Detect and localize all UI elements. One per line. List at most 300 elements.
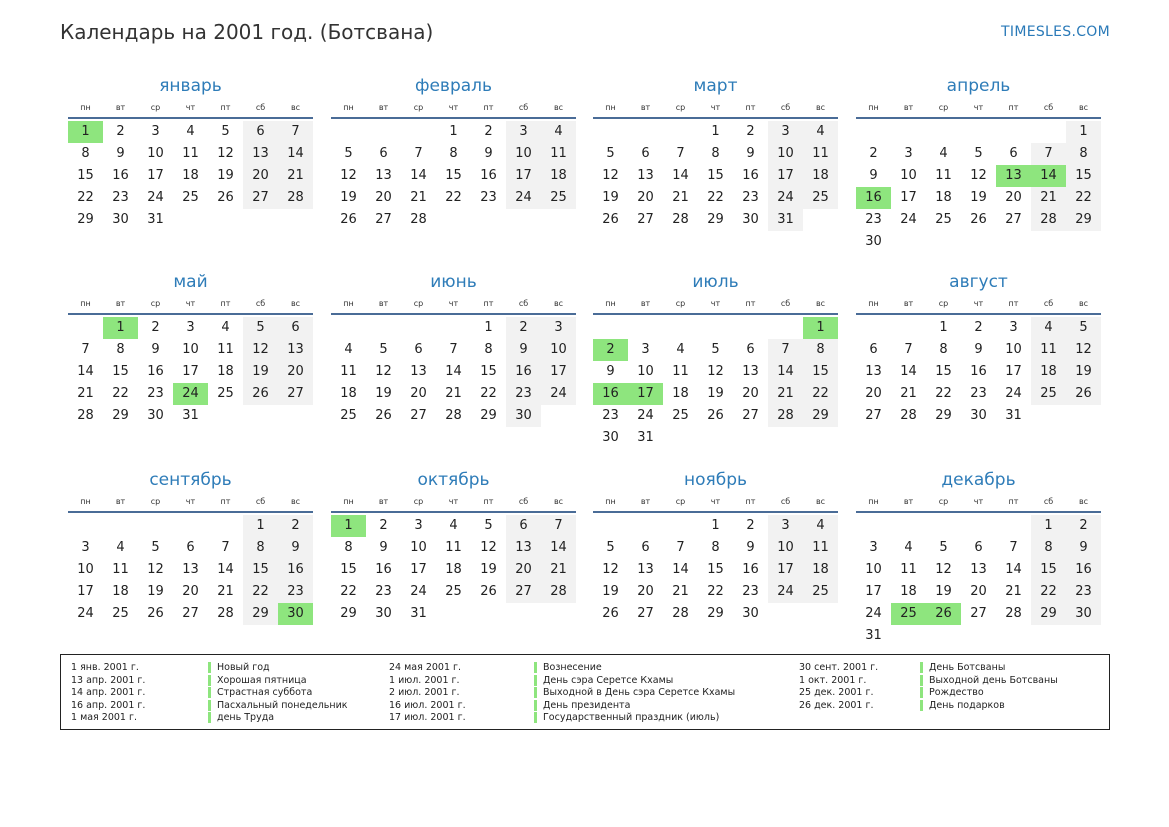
- day-cell: 21: [278, 165, 313, 187]
- weekday-header: [331, 103, 576, 115]
- day-cell: 8: [939, 342, 948, 357]
- day-cell: 28: [1005, 606, 1022, 621]
- day-cell: 18: [112, 584, 129, 599]
- weekday-label: вс: [815, 299, 826, 308]
- day-cell: 30: [742, 606, 759, 621]
- weekday-header: [593, 103, 838, 115]
- day-cell: 1: [711, 124, 720, 139]
- day-cell: 24: [506, 187, 541, 209]
- header-rule: [331, 313, 576, 315]
- weekday-label: вт: [115, 497, 126, 506]
- day-cell: 30: [147, 408, 164, 423]
- day-cell: 22: [112, 386, 129, 401]
- day-cell: 6: [869, 342, 878, 357]
- day-cell: 12: [1066, 339, 1101, 361]
- weekday-label: вс: [815, 103, 826, 112]
- day-cell: 1: [243, 515, 278, 537]
- day-cell: 16: [375, 562, 392, 577]
- day-cell: 24: [865, 606, 882, 621]
- weekday-label: пт: [1008, 299, 1019, 308]
- weekday-label: пн: [868, 299, 879, 308]
- weekday-label: чт: [710, 299, 721, 308]
- day-cell: 2: [151, 320, 160, 335]
- month-name: апрель: [946, 76, 1011, 96]
- day-cell: 26: [243, 383, 278, 405]
- weekday-label: пн: [868, 497, 879, 506]
- day-cell: 31: [768, 209, 803, 231]
- day-cell: 1: [711, 518, 720, 533]
- day-cell: 20: [278, 361, 313, 383]
- day-cell: 3: [186, 320, 195, 335]
- day-cell: 23: [112, 190, 129, 205]
- weekday-label: ср: [150, 103, 161, 112]
- day-cell: 22: [243, 581, 278, 603]
- legend-date: 2 июл. 2001 г.: [389, 687, 460, 698]
- day-cell: 9: [974, 342, 983, 357]
- day-cell: 26: [707, 408, 724, 423]
- day-cell: 3: [541, 317, 576, 339]
- day-cell: 4: [186, 124, 195, 139]
- weekday-label: вт: [378, 103, 389, 112]
- day-cell: 25: [445, 584, 462, 599]
- day-cell: 25: [217, 386, 234, 401]
- weekday-label: чт: [973, 103, 984, 112]
- day-cell: 17: [865, 584, 882, 599]
- day-cell: 20: [742, 386, 759, 401]
- day-cell: 5: [221, 124, 230, 139]
- day-cell: 22: [1066, 187, 1101, 209]
- day-cell: 4: [803, 121, 838, 143]
- day-cell: 4: [221, 320, 230, 335]
- header-rule: [593, 117, 838, 119]
- weekday-label: чт: [185, 299, 196, 308]
- day-cell: 31: [147, 212, 164, 227]
- day-cell: 12: [935, 562, 952, 577]
- day-cell: 20: [410, 386, 427, 401]
- day-cell: 29: [803, 405, 838, 427]
- weekday-label: вт: [903, 103, 914, 112]
- day-cell: 18: [1031, 361, 1066, 383]
- day-cell: 19: [1066, 361, 1101, 383]
- day-cell: 17: [541, 361, 576, 383]
- day-cell: 11: [672, 364, 689, 379]
- day-cell: 11: [445, 540, 462, 555]
- legend-date: 1 июл. 2001 г.: [389, 674, 460, 686]
- month-name: октябрь: [417, 470, 490, 490]
- weekday-label: ср: [150, 497, 161, 506]
- weekday-label: чт: [448, 299, 459, 308]
- weekday-label: пт: [745, 103, 756, 112]
- day-cell: 17: [506, 165, 541, 187]
- day-cell: 13: [637, 168, 654, 183]
- day-cell: 12: [243, 339, 278, 361]
- day-cell: 23: [742, 584, 759, 599]
- day-cell: 13: [742, 364, 759, 379]
- day-cell: 21: [1005, 584, 1022, 599]
- legend-holiday-name: Выходной в День сэра Серетсе Кхамы: [534, 687, 735, 698]
- day-cell: 16: [278, 559, 313, 581]
- day-cell: 9: [1066, 537, 1101, 559]
- day-cell: 15: [707, 168, 724, 183]
- day-cell: 25: [112, 606, 129, 621]
- day-cell: 15: [803, 361, 838, 383]
- day-cell: 2: [116, 124, 125, 139]
- weekday-label: вт: [640, 299, 651, 308]
- day-cell: 21: [900, 386, 917, 401]
- weekday-label: сб: [518, 299, 529, 308]
- weekday-header: [68, 103, 313, 115]
- day-cell: 27: [637, 606, 654, 621]
- day-cell: 18: [803, 165, 838, 187]
- weekday-label: чт: [185, 497, 196, 506]
- day-cell: 5: [484, 518, 493, 533]
- weekday-label: ср: [150, 299, 161, 308]
- day-cell: 6: [278, 317, 313, 339]
- day-cell: 7: [1031, 143, 1066, 165]
- header-rule: [593, 313, 838, 315]
- day-cell: 24: [900, 212, 917, 227]
- day-cell: 16: [742, 168, 759, 183]
- day-cell: 28: [1031, 209, 1066, 231]
- legend-date: 26 дек. 2001 г.: [799, 699, 874, 711]
- day-cell: 7: [1009, 540, 1018, 555]
- day-cell: 13: [410, 364, 427, 379]
- weekday-label: сб: [780, 103, 791, 112]
- day-cell: 27: [182, 606, 199, 621]
- weekday-label: пт: [1008, 103, 1019, 112]
- day-cell: 27: [1005, 212, 1022, 227]
- day-cell: 1: [484, 320, 493, 335]
- day-cell: 15: [480, 364, 497, 379]
- day-cell: 23: [1066, 581, 1101, 603]
- day-cell: 17: [900, 190, 917, 205]
- day-cell: 2: [746, 124, 755, 139]
- day-cell: 9: [746, 540, 755, 555]
- day-cell: 17: [182, 364, 199, 379]
- weekday-label: вт: [378, 497, 389, 506]
- weekday-label: ср: [413, 497, 424, 506]
- header-rule: [856, 313, 1101, 315]
- day-cell: 11: [541, 143, 576, 165]
- weekday-header: [68, 497, 313, 509]
- day-cell: 7: [278, 121, 313, 143]
- day-cell: 29: [1066, 209, 1101, 231]
- holiday-day-cell: 1: [331, 515, 366, 537]
- weekday-label: ср: [675, 299, 686, 308]
- day-cell: 28: [672, 606, 689, 621]
- legend-holiday-name: Государственный праздник (июль): [534, 712, 719, 723]
- day-cell: 20: [182, 584, 199, 599]
- legend-date: 1 окт. 2001 г.: [799, 674, 867, 686]
- day-cell: 28: [900, 408, 917, 423]
- day-cell: 23: [278, 581, 313, 603]
- day-cell: 14: [672, 168, 689, 183]
- day-cell: 15: [935, 364, 952, 379]
- day-cell: 12: [480, 540, 497, 555]
- weekday-header: [331, 299, 576, 311]
- day-cell: 24: [637, 408, 654, 423]
- day-cell: 19: [375, 386, 392, 401]
- day-cell: 31: [637, 430, 654, 445]
- day-cell: 9: [484, 146, 493, 161]
- day-cell: 4: [1031, 317, 1066, 339]
- day-cell: 26: [147, 606, 164, 621]
- day-cell: 6: [641, 540, 650, 555]
- weekday-label: пт: [220, 103, 231, 112]
- day-cell: 30: [602, 430, 619, 445]
- day-cell: 20: [1005, 190, 1022, 205]
- day-cell: 3: [414, 518, 423, 533]
- day-cell: 21: [768, 383, 803, 405]
- day-cell: 29: [707, 606, 724, 621]
- day-cell: 27: [865, 408, 882, 423]
- holiday-day-cell: 16: [856, 187, 891, 209]
- weekday-label: вс: [290, 497, 301, 506]
- weekday-label: ср: [938, 497, 949, 506]
- day-cell: 23: [602, 408, 619, 423]
- day-cell: 1: [1031, 515, 1066, 537]
- legend-holiday-name: День подарков: [920, 700, 1005, 711]
- day-cell: 7: [414, 146, 423, 161]
- day-cell: 8: [803, 339, 838, 361]
- legend-date: 1 мая 2001 г.: [71, 712, 137, 723]
- day-cell: 9: [278, 537, 313, 559]
- day-cell: 4: [541, 121, 576, 143]
- day-cell: 10: [147, 146, 164, 161]
- site-link[interactable]: TIMESLES.COM: [1001, 24, 1110, 40]
- day-cell: 3: [151, 124, 160, 139]
- day-cell: 16: [506, 361, 541, 383]
- day-cell: 22: [707, 190, 724, 205]
- day-cell: 11: [112, 562, 129, 577]
- weekday-label: сб: [255, 299, 266, 308]
- day-cell: 23: [480, 190, 497, 205]
- legend-holiday-name: Рождество: [920, 687, 984, 698]
- day-cell: 24: [768, 187, 803, 209]
- day-cell: 10: [900, 168, 917, 183]
- weekday-label: сб: [1043, 299, 1054, 308]
- day-cell: 10: [182, 342, 199, 357]
- day-cell: 15: [243, 559, 278, 581]
- day-cell: 6: [379, 146, 388, 161]
- day-cell: 9: [151, 342, 160, 357]
- weekday-label: пн: [343, 497, 354, 506]
- day-cell: 27: [243, 187, 278, 209]
- day-cell: 29: [1031, 603, 1066, 625]
- weekday-label: пт: [483, 103, 494, 112]
- month-name: февраль: [414, 76, 493, 96]
- day-cell: 7: [768, 339, 803, 361]
- day-cell: 10: [768, 143, 803, 165]
- day-cell: 11: [803, 143, 838, 165]
- weekday-label: ср: [675, 103, 686, 112]
- month-name: март: [693, 76, 738, 96]
- weekday-label: пт: [483, 299, 494, 308]
- weekday-label: ср: [938, 299, 949, 308]
- day-cell: 2: [484, 124, 493, 139]
- day-cell: 29: [112, 408, 129, 423]
- holiday-day-cell: 25: [891, 603, 926, 625]
- day-cell: 6: [186, 540, 195, 555]
- day-cell: 24: [410, 584, 427, 599]
- weekday-label: пн: [605, 497, 616, 506]
- day-cell: 15: [445, 168, 462, 183]
- day-cell: 18: [340, 386, 357, 401]
- day-cell: 22: [935, 386, 952, 401]
- day-cell: 27: [970, 606, 987, 621]
- day-cell: 9: [116, 146, 125, 161]
- day-cell: 12: [707, 364, 724, 379]
- holiday-day-cell: 26: [926, 603, 961, 625]
- weekday-label: вт: [903, 497, 914, 506]
- legend-date: 24 мая 2001 г.: [389, 662, 462, 673]
- day-cell: 22: [1031, 581, 1066, 603]
- weekday-label: вс: [553, 103, 564, 112]
- day-cell: 11: [340, 364, 357, 379]
- day-cell: 28: [445, 408, 462, 423]
- weekday-label: вс: [290, 299, 301, 308]
- month-name: август: [949, 272, 1008, 292]
- day-cell: 30: [112, 212, 129, 227]
- day-cell: 22: [480, 386, 497, 401]
- day-cell: 26: [340, 212, 357, 227]
- day-cell: 5: [151, 540, 160, 555]
- month-name: сентябрь: [149, 470, 232, 490]
- weekday-label: пт: [745, 299, 756, 308]
- header-rule: [68, 117, 313, 119]
- day-cell: 26: [480, 584, 497, 599]
- weekday-label: пн: [80, 497, 91, 506]
- day-cell: 10: [506, 143, 541, 165]
- day-cell: 16: [1066, 559, 1101, 581]
- day-cell: 16: [742, 562, 759, 577]
- weekday-label: вс: [553, 299, 564, 308]
- day-cell: 2: [379, 518, 388, 533]
- day-cell: 12: [147, 562, 164, 577]
- day-cell: 6: [243, 121, 278, 143]
- day-cell: 15: [1031, 559, 1066, 581]
- weekday-label: пт: [1008, 497, 1019, 506]
- day-cell: 14: [768, 361, 803, 383]
- holiday-day-cell: 1: [68, 121, 103, 143]
- weekday-label: вт: [903, 299, 914, 308]
- day-cell: 9: [606, 364, 615, 379]
- day-cell: 26: [970, 212, 987, 227]
- day-cell: 7: [221, 540, 230, 555]
- holiday-day-cell: 17: [628, 383, 663, 405]
- day-cell: 29: [480, 408, 497, 423]
- day-cell: 19: [147, 584, 164, 599]
- day-cell: 8: [1031, 537, 1066, 559]
- day-cell: 17: [410, 562, 427, 577]
- day-cell: 11: [900, 562, 917, 577]
- day-cell: 8: [1066, 143, 1101, 165]
- day-cell: 4: [449, 518, 458, 533]
- day-cell: 31: [1005, 408, 1022, 423]
- weekday-label: вт: [115, 103, 126, 112]
- day-cell: 6: [506, 515, 541, 537]
- day-cell: 14: [445, 364, 462, 379]
- day-cell: 15: [340, 562, 357, 577]
- day-cell: 30: [865, 234, 882, 249]
- day-cell: 30: [742, 212, 759, 227]
- weekday-label: пн: [80, 103, 91, 112]
- holiday-day-cell: 24: [173, 383, 208, 405]
- day-cell: 5: [379, 342, 388, 357]
- weekday-label: сб: [518, 497, 529, 506]
- day-cell: 7: [676, 146, 685, 161]
- holiday-day-cell: 1: [103, 317, 138, 339]
- day-cell: 6: [1009, 146, 1018, 161]
- day-cell: 14: [410, 168, 427, 183]
- day-cell: 17: [768, 559, 803, 581]
- day-cell: 12: [970, 168, 987, 183]
- day-cell: 17: [147, 168, 164, 183]
- day-cell: 25: [1031, 383, 1066, 405]
- weekday-label: пт: [483, 497, 494, 506]
- day-cell: 6: [974, 540, 983, 555]
- weekday-header: [68, 299, 313, 311]
- day-cell: 3: [869, 540, 878, 555]
- legend-date: 17 июл. 2001 г.: [389, 712, 466, 723]
- day-cell: 22: [77, 190, 94, 205]
- day-cell: 29: [243, 603, 278, 625]
- weekday-label: пт: [745, 497, 756, 506]
- weekday-label: чт: [973, 299, 984, 308]
- legend-holiday-name: Пасхальный понедельник: [208, 700, 348, 711]
- day-cell: 2: [506, 317, 541, 339]
- day-cell: 21: [541, 559, 576, 581]
- day-cell: 21: [1031, 187, 1066, 209]
- day-cell: 6: [746, 342, 755, 357]
- day-cell: 23: [147, 386, 164, 401]
- day-cell: 8: [116, 342, 125, 357]
- weekday-label: чт: [448, 103, 459, 112]
- weekday-label: чт: [710, 103, 721, 112]
- day-cell: 11: [217, 342, 234, 357]
- day-cell: 28: [672, 212, 689, 227]
- day-cell: 21: [410, 190, 427, 205]
- day-cell: 19: [970, 190, 987, 205]
- weekday-label: ср: [413, 103, 424, 112]
- weekday-label: вс: [815, 497, 826, 506]
- day-cell: 10: [865, 562, 882, 577]
- day-cell: 19: [217, 168, 234, 183]
- day-cell: 14: [541, 537, 576, 559]
- day-cell: 13: [278, 339, 313, 361]
- legend-date: 13 апр. 2001 г.: [71, 674, 146, 686]
- day-cell: 19: [340, 190, 357, 205]
- day-cell: 13: [970, 562, 987, 577]
- day-cell: 30: [506, 405, 541, 427]
- day-cell: 2: [869, 146, 878, 161]
- day-cell: 26: [375, 408, 392, 423]
- day-cell: 2: [974, 320, 983, 335]
- month-name: декабрь: [941, 470, 1016, 490]
- day-cell: 11: [1031, 339, 1066, 361]
- header-rule: [856, 117, 1101, 119]
- day-cell: 5: [606, 146, 615, 161]
- day-cell: 25: [935, 212, 952, 227]
- day-cell: 26: [1066, 383, 1101, 405]
- day-cell: 25: [182, 190, 199, 205]
- legend-date: 16 июл. 2001 г.: [389, 699, 466, 711]
- weekday-label: вт: [115, 299, 126, 308]
- day-cell: 24: [768, 581, 803, 603]
- day-cell: 20: [506, 559, 541, 581]
- day-cell: 19: [480, 562, 497, 577]
- legend-holiday-name: Страстная суббота: [208, 687, 312, 698]
